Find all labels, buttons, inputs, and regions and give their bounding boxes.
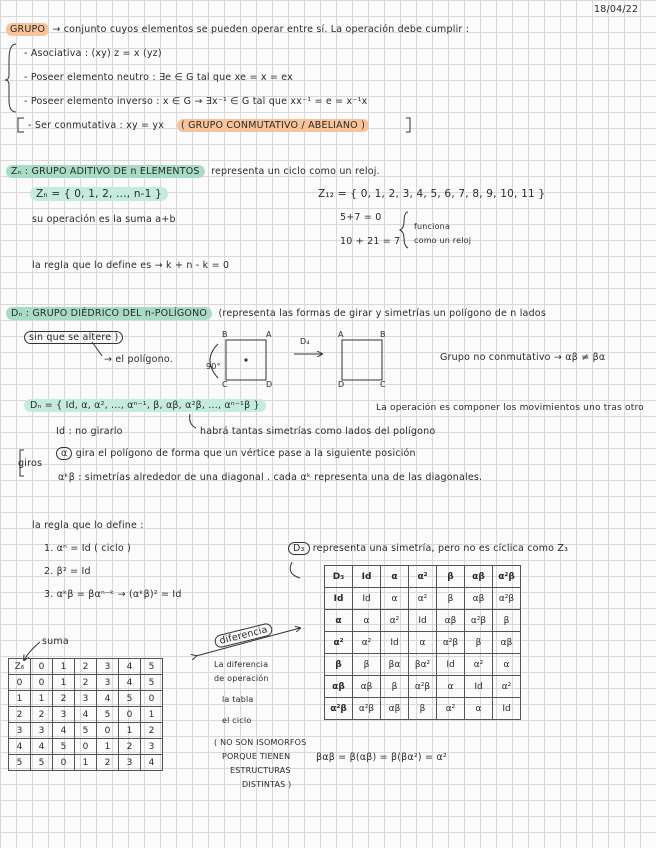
table-cell: 3 <box>75 691 97 707</box>
vertex-c-before: C <box>222 380 228 389</box>
table-cell: β <box>409 698 437 720</box>
table-cell: 1 <box>141 707 163 723</box>
prop-inverso: - Poseer elemento inverso : x ∈ G → ∃x⁻¹ ∈ G tal que xx⁻¹ = e = x⁻¹x <box>24 96 368 107</box>
table-cell: α² <box>465 654 493 676</box>
prop-conmutativa: - Ser conmutativa : xy = yx <box>28 120 165 131</box>
table-cell: 2 <box>119 739 141 755</box>
dn-poligono: → el polígono. <box>104 354 173 365</box>
table-cell: 0 <box>9 675 31 691</box>
bracket <box>18 118 24 132</box>
table-cell: 4 <box>119 659 141 675</box>
table-row <box>9 691 163 707</box>
dn-title-row <box>6 308 546 319</box>
dn-id: Id : no girarlo <box>56 426 123 437</box>
table-row <box>325 654 521 676</box>
table-cell: 5 <box>31 755 53 771</box>
vertex-d-before: D <box>266 380 273 389</box>
table-cell: 3 <box>119 755 141 771</box>
dn-sym: habrá tantas simetrías como lados del polígono <box>200 426 436 437</box>
table-row <box>325 632 521 654</box>
dn-circled-row <box>24 332 123 343</box>
d4-label: D₄ <box>300 337 310 346</box>
table-cell: α²β <box>493 566 521 588</box>
table-cell: α²β <box>409 676 437 698</box>
table-cell: βα² <box>409 654 437 676</box>
diff-line-8: DISTINTAS ) <box>242 780 292 789</box>
table-cell: β <box>437 588 465 610</box>
zn-note-2: como un reloj <box>414 236 472 245</box>
table-cell: α <box>437 676 465 698</box>
table-cell: α <box>465 698 493 720</box>
table-cell: βα <box>381 654 409 676</box>
table-cell: α² <box>409 588 437 610</box>
z6-sum-table <box>8 658 163 771</box>
suma-label: suma <box>42 636 69 647</box>
table-cell: αβ <box>465 566 493 588</box>
no-conmutativo: Grupo no conmutativo → αβ ≠ βα <box>440 352 606 363</box>
table-cell: 1 <box>53 659 75 675</box>
table-cell: α² <box>381 610 409 632</box>
d3-formula: βαβ = β(αβ) = β(βα²) = α² <box>316 752 447 763</box>
table-cell: Id <box>353 588 381 610</box>
table-cell: αβ <box>465 588 493 610</box>
table-cell: 5 <box>141 659 163 675</box>
table-cell: 2 <box>31 707 53 723</box>
table-cell: α <box>381 588 409 610</box>
table-row <box>9 707 163 723</box>
table-row <box>9 675 163 691</box>
dn-circled: sin que se altere ) <box>24 331 123 344</box>
diff-line-6: PORQUE TIENEN <box>222 752 291 761</box>
table-cell: 3 <box>53 707 75 723</box>
table-cell: 5 <box>53 739 75 755</box>
table-row <box>9 755 163 771</box>
grupo-tag: GRUPO <box>6 23 49 36</box>
table-cell: 2 <box>97 755 119 771</box>
prop-neutro: - Poseer elemento neutro : ∃e ∈ G tal que xe = x = ex <box>24 72 293 83</box>
table-cell: Z₆ <box>9 659 31 675</box>
diff-line-2: de operación <box>214 674 269 683</box>
diff-line-7: ESTRUCTURAS <box>230 766 291 775</box>
table-cell: 1 <box>9 691 31 707</box>
table-cell: 0 <box>97 723 119 739</box>
table-cell: 0 <box>31 675 53 691</box>
zn-operation: su operación es la suma a+b <box>32 214 176 225</box>
table-cell: α²β <box>325 698 353 720</box>
grupo-title-row <box>6 24 469 35</box>
prop-conmutativa-row <box>28 120 369 131</box>
table-cell: β <box>493 610 521 632</box>
table-row <box>325 698 521 720</box>
square-after <box>342 340 382 380</box>
table-cell: β <box>465 632 493 654</box>
vertex-b-after: B <box>380 330 386 339</box>
vertex-b-before: B <box>222 330 228 339</box>
prop-asociativa: - Asociativa : (xy) z = x (yz) <box>24 48 162 59</box>
grupo-definition: → conjunto cuyos elementos se pueden operar entre sí. La operación debe cumplir : <box>52 24 470 35</box>
abeliano-tag: ( GRUPO CONMUTATIVO / ABELIANO ) <box>177 119 369 132</box>
table-cell: 1 <box>75 755 97 771</box>
akb-def: αᵏβ : simetrías alrededor de una diagonal . cada αᵏ representa una de las diagonales. <box>58 472 483 483</box>
table-cell: 2 <box>141 723 163 739</box>
z12-set: Z₁₂ = { 0, 1, 2, 3, 4, 5, 6, 7, 8, 9, 10, 11 } <box>318 188 546 200</box>
table-cell: 1 <box>31 691 53 707</box>
table-cell: α² <box>325 632 353 654</box>
table-cell: α²β <box>437 632 465 654</box>
table-cell: β <box>437 566 465 588</box>
table-cell: Id <box>325 588 353 610</box>
table-cell: 3 <box>9 723 31 739</box>
table-row <box>9 723 163 739</box>
table-cell: Id <box>437 654 465 676</box>
table-cell: α <box>353 610 381 632</box>
d3-label: D₃ <box>288 542 310 555</box>
diff-line-3: la tabla <box>222 695 254 704</box>
table-cell: 5 <box>141 675 163 691</box>
diferencia-title: diferencia <box>213 622 273 649</box>
rule-1: 1. αⁿ = Id ( ciclo ) <box>44 543 131 554</box>
table-cell: Id <box>353 566 381 588</box>
table-cell: 0 <box>141 691 163 707</box>
dn-set: Dₙ = { Id, α, α², ..., αⁿ⁻¹, β, αβ, α²β, ..., αⁿ⁻¹β } <box>24 399 266 412</box>
vertex-a-before: A <box>266 330 272 339</box>
brace <box>5 44 16 112</box>
alpha-circled: α <box>56 447 72 460</box>
table-cell: 0 <box>119 707 141 723</box>
bracket <box>406 118 410 132</box>
table-cell: D₃ <box>325 566 353 588</box>
rule-2: 2. β² = Id <box>44 566 91 577</box>
table-cell: 0 <box>53 755 75 771</box>
alpha-def: gira el polígono de forma que un vértice pase a la siguiente posición <box>75 448 416 459</box>
zn-rule: la regla que lo define es → k + n - k = 0 <box>32 260 230 271</box>
table-cell: α² <box>353 632 381 654</box>
zn-set-row <box>30 188 168 200</box>
brace <box>400 212 408 248</box>
table-cell: 0 <box>75 739 97 755</box>
zn-example-1: 5+7 = 0 <box>340 212 382 223</box>
table-cell: α²β <box>465 610 493 632</box>
table-cell: α² <box>409 566 437 588</box>
table-cell: α² <box>493 676 521 698</box>
table-header-row <box>9 659 163 675</box>
table-cell: 4 <box>31 739 53 755</box>
vertex-d-after: D <box>338 380 345 389</box>
table-cell: Id <box>465 676 493 698</box>
zn-example-2: 10 + 21 = 7 <box>340 236 401 247</box>
table-cell: 5 <box>75 723 97 739</box>
vertex-a-after: A <box>338 330 344 339</box>
table-cell: αβ <box>325 676 353 698</box>
table-cell: α²β <box>353 698 381 720</box>
table-row <box>325 676 521 698</box>
giros-label: giros <box>18 458 43 469</box>
date: 18/04/22 <box>594 4 639 15</box>
rotation-arrow <box>210 344 218 378</box>
rules-title: la regla que lo define : <box>32 520 144 531</box>
d3-desc-row <box>288 543 568 554</box>
table-cell: Id <box>381 632 409 654</box>
table-cell: β <box>353 654 381 676</box>
dn-title: Dₙ : GRUPO DIÉDRICO DEL n-POLÍGONO <box>6 307 212 320</box>
table-cell: Id <box>409 610 437 632</box>
dn-compose: La operación es componer los movimientos uno tras otro <box>376 403 644 413</box>
table-row <box>325 610 521 632</box>
table-cell: 1 <box>119 723 141 739</box>
diff-line-4: el ciclo <box>222 716 252 725</box>
table-cell: α <box>381 566 409 588</box>
table-cell: αβ <box>493 632 521 654</box>
table-cell: 4 <box>119 675 141 691</box>
table-cell: α <box>493 654 521 676</box>
table-cell: αβ <box>381 698 409 720</box>
table-cell: 5 <box>119 691 141 707</box>
table-cell: α² <box>437 698 465 720</box>
table-cell: Id <box>493 698 521 720</box>
table-cell: 4 <box>53 723 75 739</box>
table-cell: 4 <box>97 691 119 707</box>
table-cell: 2 <box>75 675 97 691</box>
table-row <box>325 588 521 610</box>
table-cell: 2 <box>75 659 97 675</box>
d3-cayley-table <box>324 565 521 720</box>
table-cell: α <box>409 632 437 654</box>
alpha-row <box>56 448 416 459</box>
zn-set: Zₙ = { 0, 1, 2, ..., n-1 } <box>30 187 168 201</box>
zn-title: Zₙ : GRUPO ADITIVO DE n ELEMENTOS <box>6 165 205 178</box>
d3-desc: representa una simetría, pero no es cíclica como Z₃ <box>312 543 569 554</box>
table-cell: 5 <box>9 755 31 771</box>
table-cell: 3 <box>141 739 163 755</box>
table-row <box>9 739 163 755</box>
table-cell: α²β <box>493 588 521 610</box>
table-cell: 2 <box>9 707 31 723</box>
table-cell: αβ <box>353 676 381 698</box>
rotation-angle: 90° <box>206 362 221 371</box>
table-cell: 4 <box>141 755 163 771</box>
zn-title-row <box>6 166 380 177</box>
table-cell: 0 <box>31 659 53 675</box>
table-cell: 4 <box>75 707 97 723</box>
table-cell: β <box>325 654 353 676</box>
table-cell: 3 <box>31 723 53 739</box>
table-cell: α <box>325 610 353 632</box>
table-cell: 3 <box>97 675 119 691</box>
table-cell: αβ <box>437 610 465 632</box>
table-header-row <box>325 566 521 588</box>
dn-desc: (representa las formas de girar y simetrías un polígono de n lados <box>218 308 546 319</box>
table-cell: 5 <box>97 707 119 723</box>
table-cell: 4 <box>9 739 31 755</box>
table-cell: 3 <box>97 659 119 675</box>
zn-desc: representa un ciclo como un reloj. <box>211 166 380 177</box>
table-cell: 2 <box>53 691 75 707</box>
rule-3: 3. αᵏβ = βαⁿ⁻ᵏ → (αᵏβ)² = Id <box>44 589 182 600</box>
table-cell: β <box>381 676 409 698</box>
diff-line-1: La diferencia <box>214 660 269 669</box>
zn-note-1: funciona <box>414 222 451 231</box>
diff-line-5: ( NO SON ISOMORFOS <box>214 738 307 747</box>
table-cell: 1 <box>53 675 75 691</box>
table-cell: 1 <box>97 739 119 755</box>
vertex-c-after: C <box>380 380 386 389</box>
dn-set-row <box>24 400 266 411</box>
